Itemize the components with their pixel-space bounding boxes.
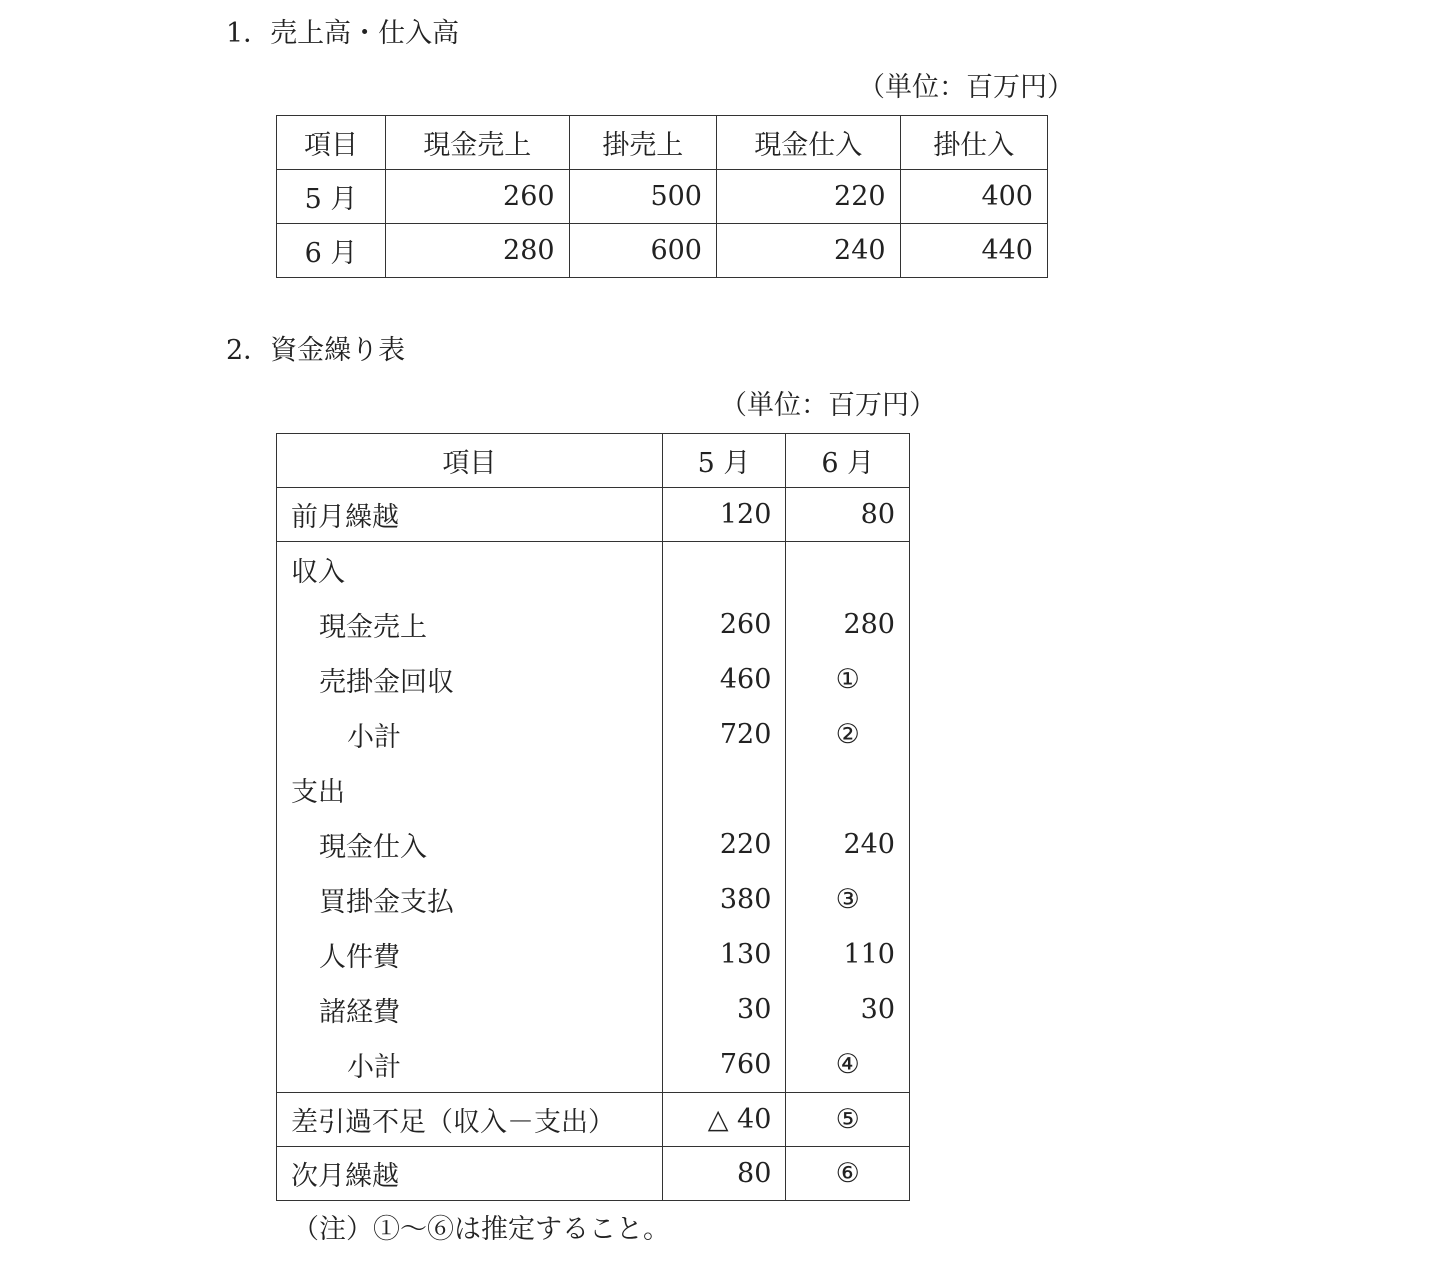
header-cash-sales: 現金売上 [386, 116, 570, 170]
cell-value: 220 [716, 170, 900, 224]
cell-may [662, 762, 786, 817]
table-row [277, 982, 910, 1037]
cell-may: 380 [662, 872, 786, 927]
row-label: 小計 [277, 707, 663, 762]
section1-heading: 1．売上高・仕入高 [226, 18, 460, 49]
cell-june: 280 [786, 597, 910, 652]
cell-value: 280 [386, 224, 570, 278]
cell-value: 400 [900, 170, 1047, 224]
cell-may [662, 542, 786, 598]
table-row [277, 652, 910, 707]
cell-value: 260 [386, 170, 570, 224]
table-row [277, 224, 1048, 278]
row-month: 6 月 [277, 224, 386, 278]
cell-june: ③ [786, 872, 910, 927]
cell-june [786, 542, 910, 598]
header-june: 6 月 [786, 434, 910, 488]
table-row [277, 1037, 910, 1093]
cell-may: 30 [662, 982, 786, 1037]
row-label: 支出 [277, 762, 663, 817]
table-row [277, 927, 910, 982]
row-label: 現金売上 [277, 597, 663, 652]
income-title-row [277, 542, 910, 598]
balance-row [277, 1093, 910, 1147]
next-month-row [277, 1147, 910, 1201]
cell-may: 760 [662, 1037, 786, 1093]
cell-value: 440 [900, 224, 1047, 278]
table-header-row [277, 116, 1048, 170]
header-cash-purchases: 現金仕入 [716, 116, 900, 170]
cell-june: ① [786, 652, 910, 707]
row-month: 5 月 [277, 170, 386, 224]
cell-may: 80 [662, 1147, 786, 1201]
cell-may: 460 [662, 652, 786, 707]
table-row [277, 872, 910, 927]
row-label: 諸経費 [277, 982, 663, 1037]
cell-value: 240 [716, 224, 900, 278]
cell-may: △ 40 [662, 1093, 786, 1147]
section1-unit-label: （単位：百万円） [858, 72, 1074, 103]
table-row [277, 170, 1048, 224]
row-label: 次月繰越 [277, 1147, 663, 1201]
header-may: 5 月 [662, 434, 786, 488]
table-row [277, 817, 910, 872]
row-label: 人件費 [277, 927, 663, 982]
carry-forward-row [277, 488, 910, 542]
cell-june: ⑥ [786, 1147, 910, 1201]
cell-june: 30 [786, 982, 910, 1037]
row-label: 売掛金回収 [277, 652, 663, 707]
header-credit-sales: 掛売上 [569, 116, 716, 170]
header-item: 項目 [277, 116, 386, 170]
cell-may: 220 [662, 817, 786, 872]
row-label: 収入 [277, 542, 663, 598]
income-expense-group [277, 542, 910, 1093]
cell-may: 720 [662, 707, 786, 762]
section2-heading: 2．資金繰り表 [226, 335, 406, 366]
row-label: 現金仕入 [277, 817, 663, 872]
table-header-row [277, 434, 910, 488]
cell-june: 80 [786, 488, 910, 542]
cell-june [786, 762, 910, 817]
row-label: 買掛金支払 [277, 872, 663, 927]
header-credit-purchases: 掛仕入 [900, 116, 1047, 170]
row-label: 前月繰越 [277, 488, 663, 542]
cash-flow-table [276, 433, 910, 1201]
header-item: 項目 [277, 434, 663, 488]
cell-june: ② [786, 707, 910, 762]
cell-june: 240 [786, 817, 910, 872]
table-row [277, 707, 910, 762]
table-row [277, 597, 910, 652]
cell-june: ⑤ [786, 1093, 910, 1147]
cell-may: 120 [662, 488, 786, 542]
expense-title-row [277, 762, 910, 817]
cell-june: 110 [786, 927, 910, 982]
cell-may: 130 [662, 927, 786, 982]
section2-unit-label: （単位：百万円） [720, 390, 936, 421]
sales-purchases-table [276, 115, 1048, 278]
cell-value: 500 [569, 170, 716, 224]
row-label: 小計 [277, 1037, 663, 1093]
cell-value: 600 [569, 224, 716, 278]
cell-may: 260 [662, 597, 786, 652]
cell-june: ④ [786, 1037, 910, 1093]
row-label: 差引過不足（収入－支出） [277, 1093, 663, 1147]
footnote: （注）①～⑥は推定すること。 [292, 1214, 670, 1245]
